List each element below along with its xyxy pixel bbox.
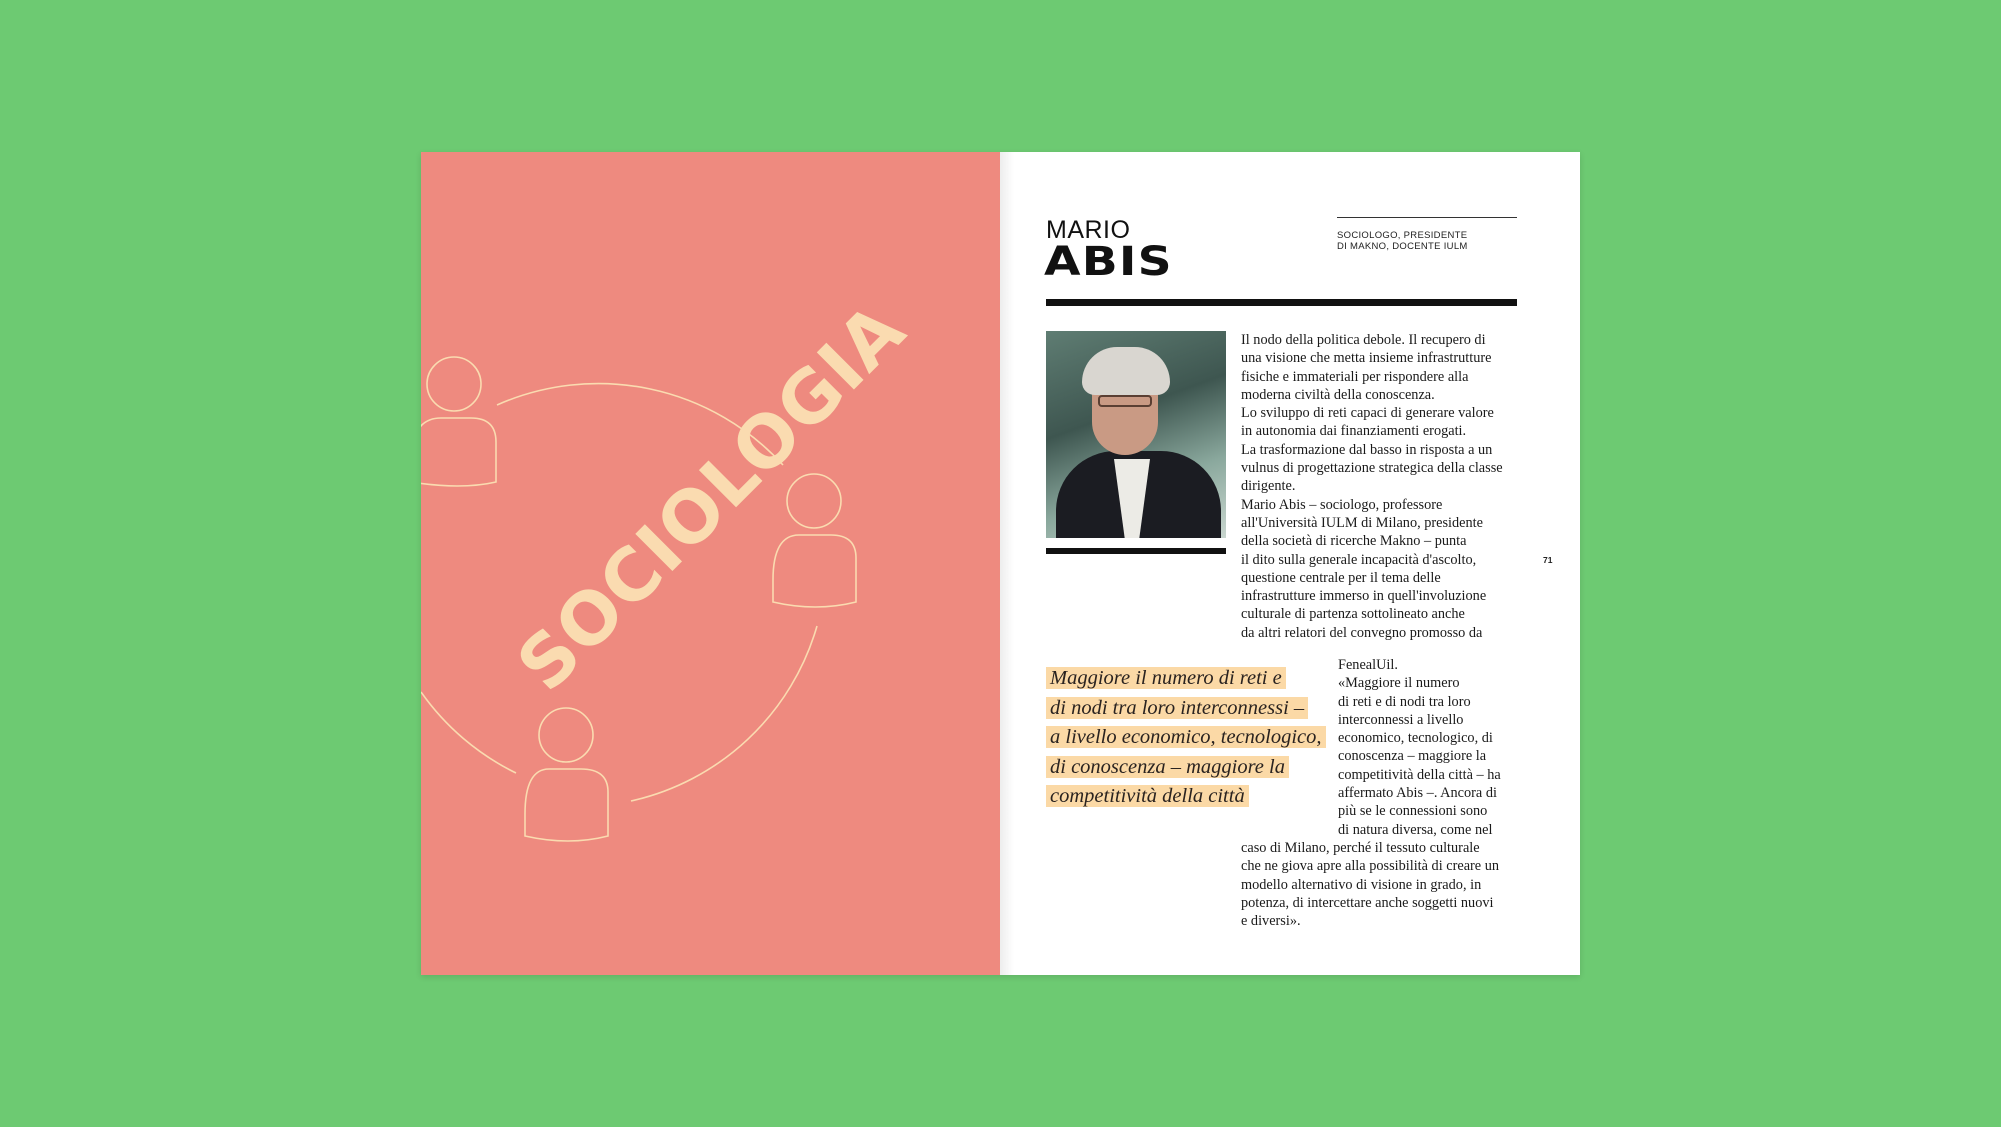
body-line: La trasformazione dal basso in risposta a un (1241, 441, 1493, 458)
body-line: dirigente. (1241, 478, 1296, 495)
section-title: SOCIOLOGIA (500, 286, 922, 708)
page-number: 71 (1543, 555, 1553, 565)
pull-quote-line: Maggiore il numero di reti e (1046, 667, 1286, 689)
author-portrait (1046, 331, 1226, 538)
body-line: modello alternativo di visione in grado, in (1241, 876, 1482, 893)
body-line: affermato Abis –. Ancora di (1338, 785, 1497, 802)
person-icon (773, 474, 856, 607)
body-line: infrastrutture immerso in quell'involuzione (1241, 588, 1487, 605)
pull-quote-line: di nodi tra loro interconnessi – (1046, 697, 1308, 719)
body-line: economico, tecnologico, di (1338, 730, 1493, 747)
author-first-name: MARIO (1046, 216, 1131, 244)
author-role-line: DI MAKNO, DOCENTE IULM (1337, 241, 1468, 252)
body-line: Mario Abis – sociologo, professore (1241, 496, 1443, 513)
author-role-line: SOCIOLOGO, PRESIDENTE (1337, 230, 1468, 241)
person-icon (421, 357, 496, 486)
body-line: che ne giova apre alla possibilità di creare un (1241, 858, 1500, 875)
person-icon (525, 708, 608, 841)
right-page (1000, 152, 1580, 975)
body-line: della società di ricerche Makno – punta (1241, 533, 1467, 550)
body-line: vulnus di progettazione strategica della classe (1241, 460, 1503, 477)
author-last-name: ABIS (1044, 239, 1173, 285)
portrait-glasses (1098, 395, 1152, 407)
left-page (421, 152, 1000, 975)
body-line: in autonomia dai finanziamenti erogati. (1241, 423, 1467, 440)
portrait-hair (1082, 347, 1170, 395)
body-line: questione centrale per il tema delle (1241, 569, 1441, 586)
body-line: «Maggiore il numero (1338, 675, 1460, 692)
body-line: competitività della città – ha (1338, 766, 1501, 783)
body-line: più se le connessioni sono (1338, 803, 1488, 820)
photo-rule (1046, 548, 1226, 554)
body-line: moderna civiltà della conoscenza. (1241, 386, 1435, 403)
magazine-spread (421, 152, 1580, 975)
body-line: fisiche e immateriali per rispondere alla (1241, 368, 1469, 385)
article-body (1241, 331, 1518, 642)
body-line: Il nodo della politica debole. Il recupero di (1241, 332, 1486, 348)
author-role (1337, 230, 1468, 252)
body-line: caso di Milano, perché il tessuto culturale (1241, 839, 1480, 856)
body-line: di natura diversa, come nel (1338, 821, 1493, 838)
role-divider (1337, 217, 1517, 218)
body-line: FenealUil. (1338, 657, 1398, 673)
network-circle-arc (421, 692, 516, 773)
body-line: interconnessi a livello (1338, 711, 1464, 728)
body-line: da altri relatori del convegno promosso da (1241, 624, 1483, 641)
pull-quote (1046, 664, 1346, 812)
network-illustration (421, 152, 1000, 975)
body-line: Lo sviluppo di reti capaci di generare valore (1241, 405, 1494, 422)
body-line: conoscenza – maggiore la (1338, 748, 1487, 765)
network-circle-arc (631, 626, 817, 801)
body-line: potenza, di intercettare anche soggetti nuovi (1241, 894, 1494, 911)
body-line: una visione che metta insieme infrastrutture (1241, 350, 1492, 367)
pull-quote-line: di conoscenza – maggiore la (1046, 756, 1289, 778)
pull-quote-line: a livello economico, tecnologico, (1046, 726, 1326, 748)
body-line: di reti e di nodi tra loro (1338, 693, 1471, 710)
body-line: e diversi». (1241, 913, 1301, 930)
gutter-shadow (1000, 152, 1014, 975)
header-rule (1046, 299, 1517, 306)
body-line: il dito sulla generale incapacità d'ascolto, (1241, 551, 1477, 568)
body-line: culturale di partenza sottolineato anche (1241, 606, 1465, 623)
body-line: all'Università IULM di Milano, presidente (1241, 514, 1483, 531)
pull-quote-line: competitività della città (1046, 785, 1249, 807)
